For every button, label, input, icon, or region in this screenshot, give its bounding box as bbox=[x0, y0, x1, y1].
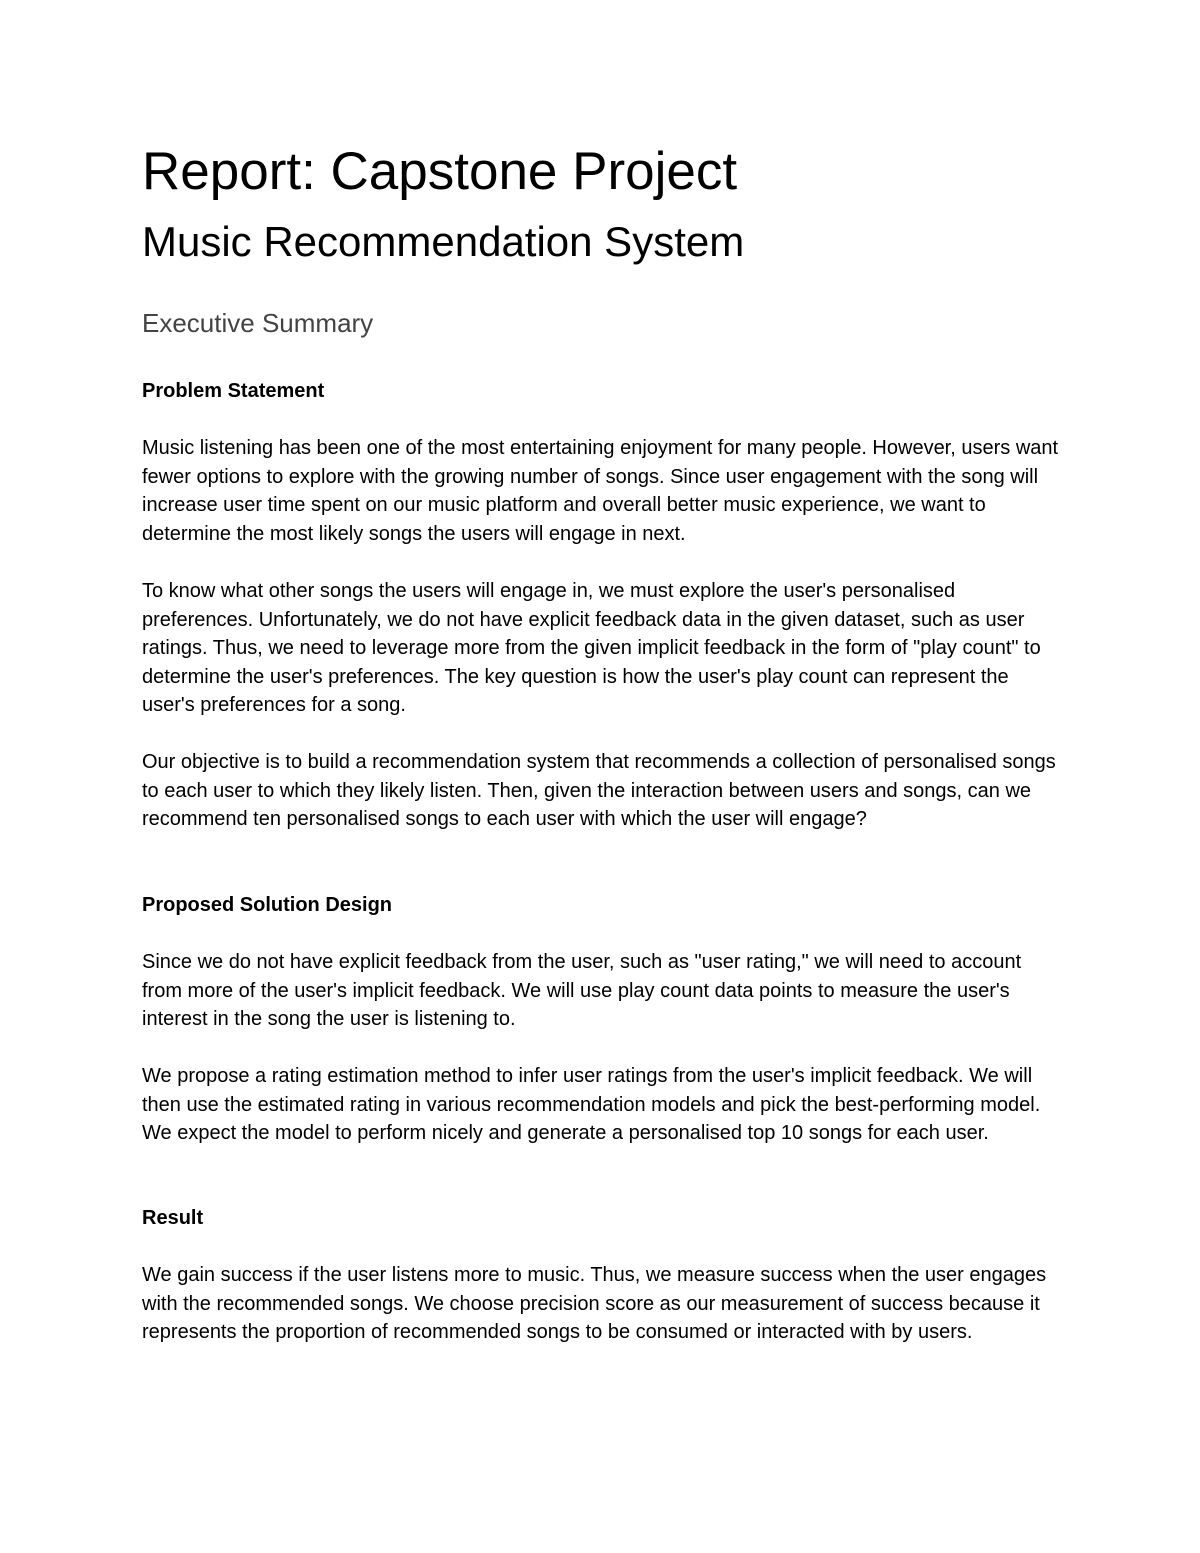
document-title: Report: Capstone Project bbox=[142, 142, 738, 201]
paragraph-result-1: We gain success if the user listens more to music. Thus, we measure success when the user engages with the recommended songs. We choose precision score as our measurement of success because it represents the proportion of recommended songs to be consumed or interacted with by users. bbox=[142, 1264, 1047, 1344]
heading-problem-statement: Problem Statement bbox=[142, 380, 325, 402]
paragraph-problem-2: To know what other songs the users will engage in, we must explore the user's personalised preferences. Unfortunately, we do not have explicit feedback data in the given dataset, such as user ratings. Thus, we need to leverage more from the given implicit feedback in the form of "play count" to determine the user's preferences. The key question is how the user's play count can represent the user's preferences for a song. bbox=[142, 580, 1041, 717]
document-subtitle: Music Recommendation System bbox=[142, 218, 745, 265]
paragraph-problem-3: Our objective is to build a recommendation system that recommends a collection of personalised songs to each user to which they likely listen. Then, given the interaction between users and songs, can we recommend ten personalised songs to each user with which the user will engage? bbox=[142, 751, 1056, 831]
paragraph-problem-1: Music listening has been one of the most entertaining enjoyment for many people. However, users want fewer options to explore with the growing number of songs. Since user engagement with the song will increase user time spent on our music platform and overall better music experience, we want to determine the most likely songs the users will engage in next. bbox=[142, 437, 1059, 545]
heading-result: Result bbox=[142, 1207, 204, 1229]
heading-proposed-solution: Proposed Solution Design bbox=[142, 894, 393, 916]
section-heading-executive-summary: Executive Summary bbox=[142, 308, 374, 338]
paragraph-solution-2: We propose a rating estimation method to infer user ratings from the user's implicit feedback. We will then use the estimated rating in various recommendation models and pick the best-performing model. We expect the model to perform nicely and generate a personalised top 10 songs for each user. bbox=[142, 1065, 1041, 1145]
paragraph-solution-1: Since we do not have explicit feedback from the user, such as "user rating," we will need to account from more of the user's implicit feedback. We will use play count data points to measure the user's interest in the song the user is listening to. bbox=[142, 951, 1022, 1031]
